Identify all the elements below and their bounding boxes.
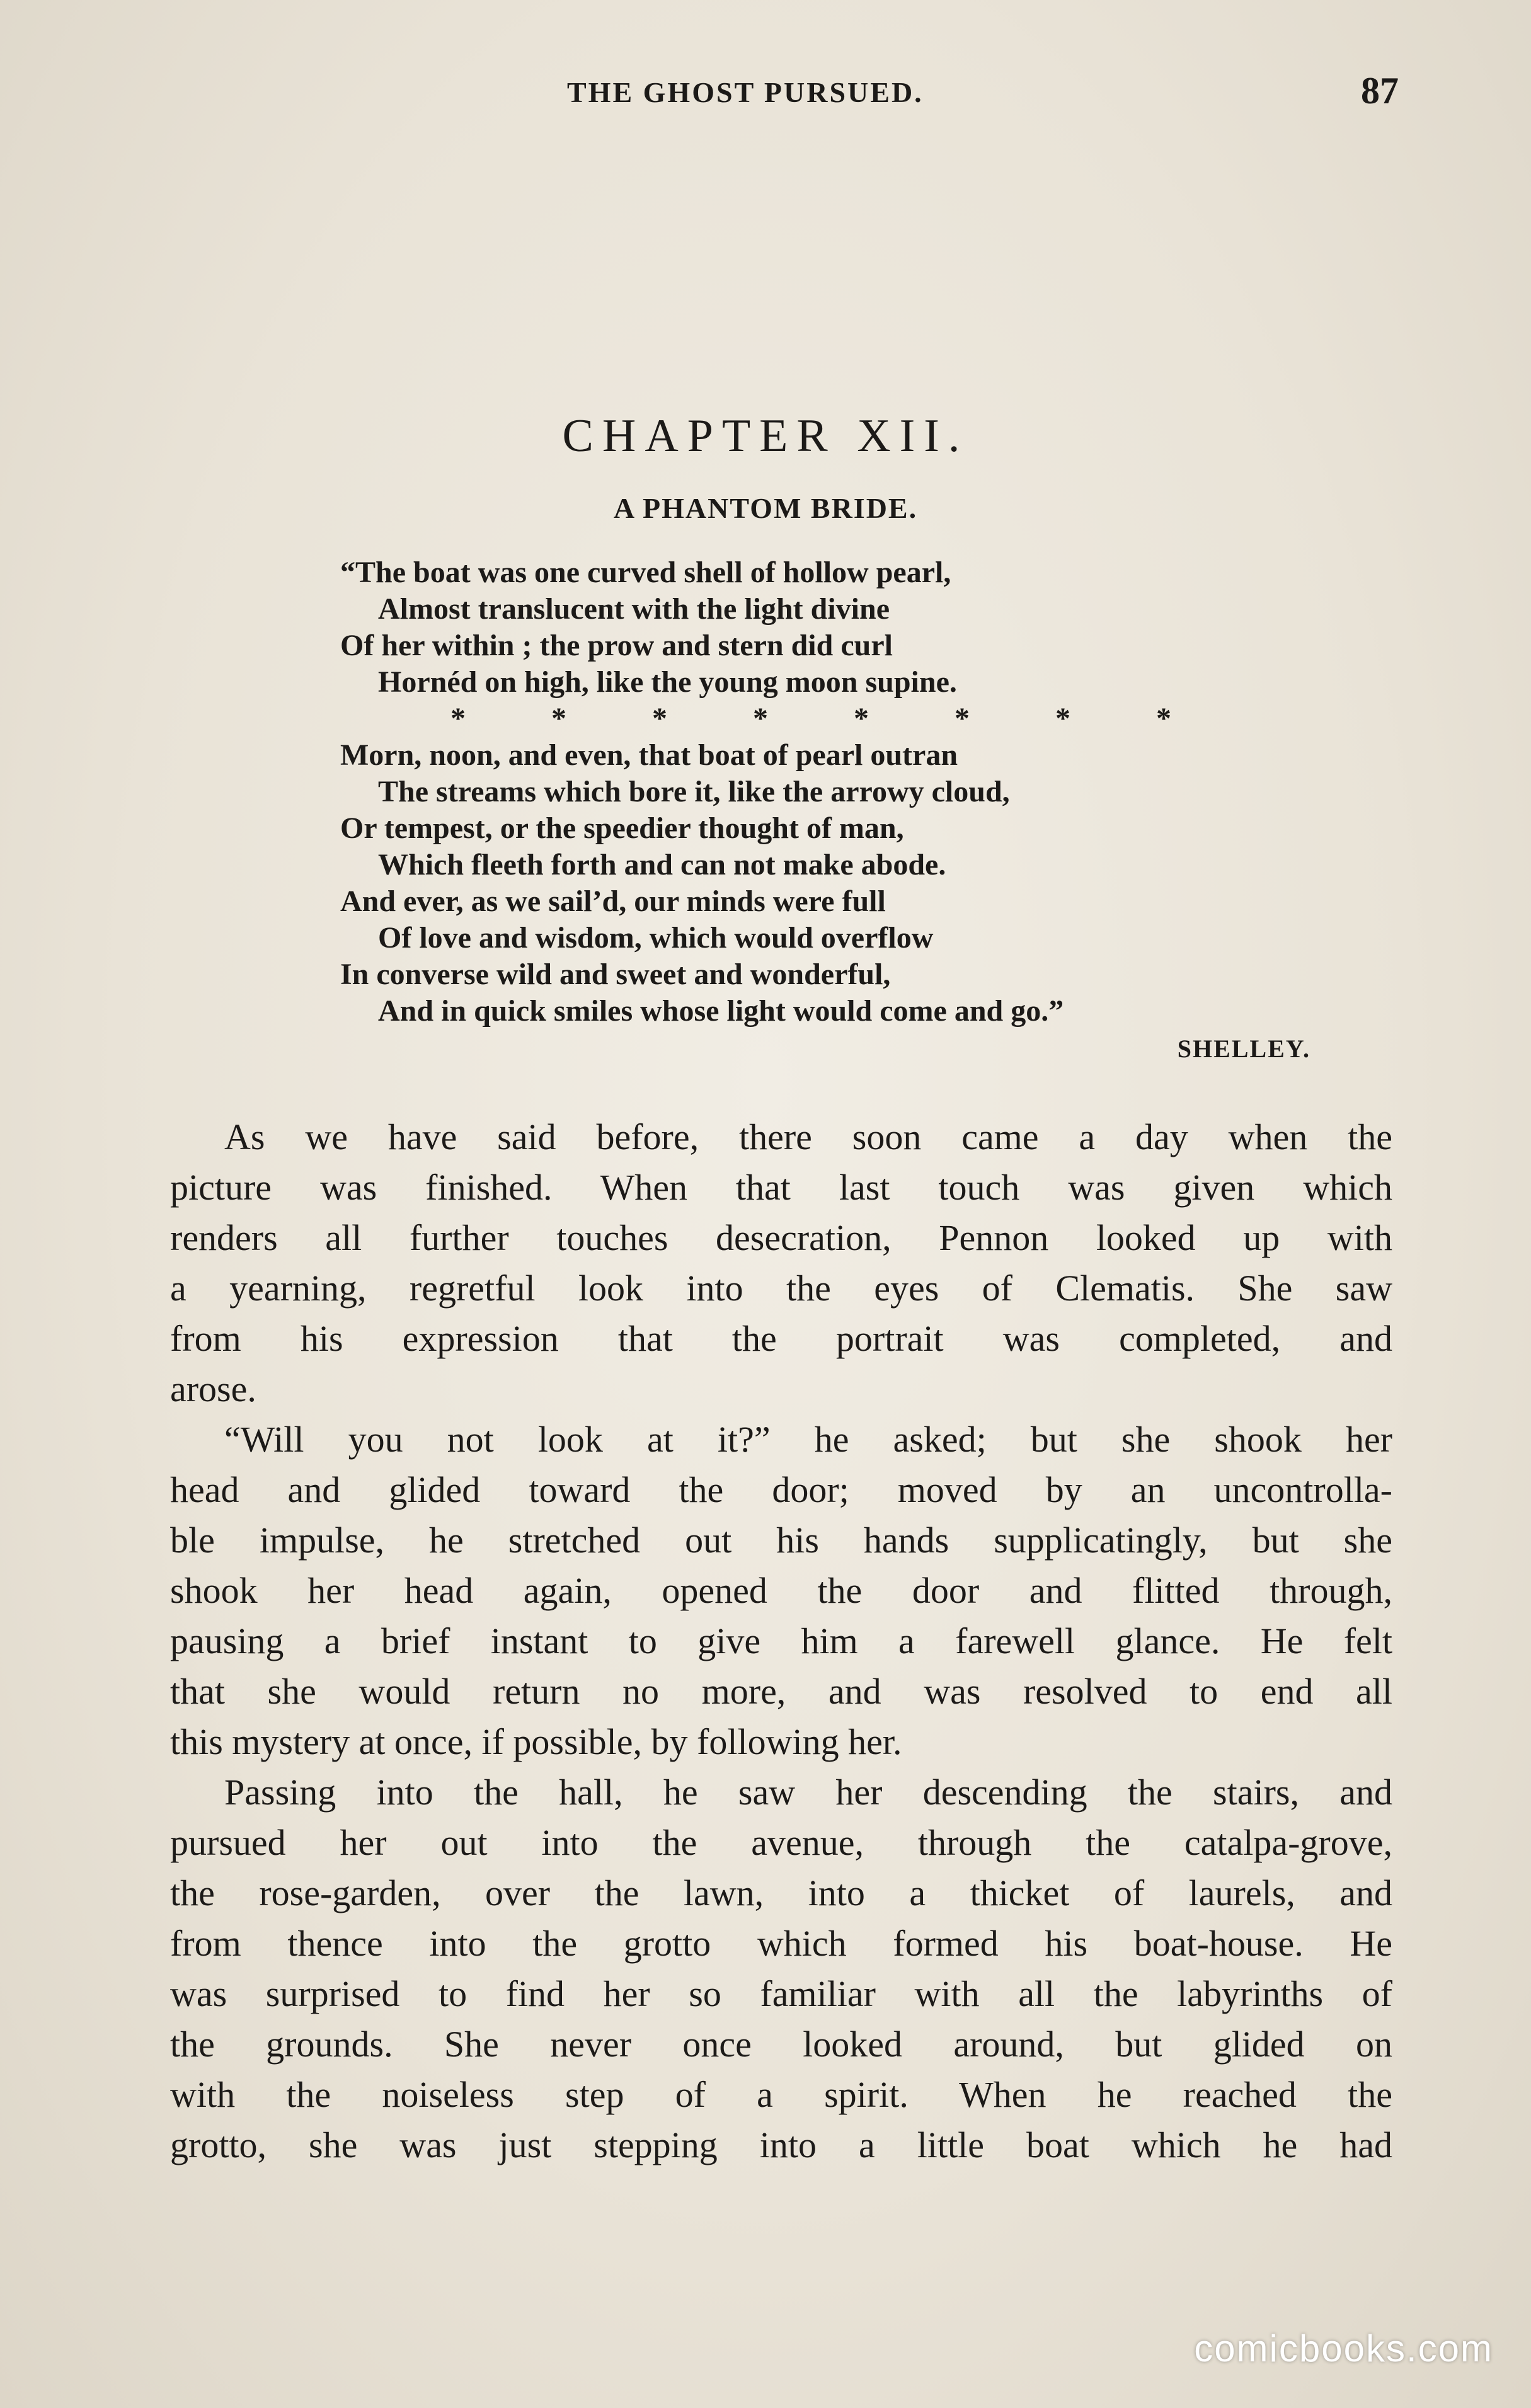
text-line: a yearning, regretful look into the eyes of Clematis. She saw xyxy=(170,1268,1392,1309)
text-line: with the noiseless step of a spirit. When he reached the xyxy=(170,2074,1392,2115)
text-line: picture was finished. When that last touch was given which xyxy=(170,1167,1392,1208)
epigraph-line: Of her within ; the prow and stern did curl xyxy=(340,629,893,662)
chapter-subtitle: A PHANTOM BRIDE. xyxy=(613,492,918,524)
epigraph xyxy=(340,554,1310,1067)
text-line: the grounds. She never once looked around, but glided on xyxy=(170,2024,1392,2065)
text-line: head and glided toward the door; moved by an uncontrolla- xyxy=(170,1469,1392,1510)
text-line: “Will you not look at it?” he asked; but she shook her xyxy=(224,1419,1392,1460)
epigraph-line: Almost translucent with the light divine xyxy=(378,592,890,626)
chapter-title: CHAPTER XII. xyxy=(562,410,969,462)
text-line: pursued her out into the avenue, through the catalpa-grove, xyxy=(170,1822,1392,1863)
text-line: that she would return no more, and was resolved to end all xyxy=(170,1671,1392,1712)
text-line: grotto, she was just stepping into a little boat which he had xyxy=(170,2124,1392,2165)
text-line: from thence into the grotto which formed his boat-house. He xyxy=(170,1923,1392,1964)
text-line: from his expression that the portrait was completed, and xyxy=(170,1318,1392,1359)
text-line: was surprised to find her so familiar with all the labyrinths of xyxy=(170,1973,1392,2014)
text-line: ble impulse, he stretched out his hands supplicatingly, but she xyxy=(170,1520,1392,1561)
epigraph-line: Which fleeth forth and can not make abode. xyxy=(378,848,946,881)
page-header xyxy=(170,69,1399,120)
epigraph-line: And ever, as we sail’d, our minds were full xyxy=(340,885,886,918)
page-number: 87 xyxy=(1361,70,1399,112)
epigraph-line: Of love and wisdom, which would overflow xyxy=(378,921,934,955)
epigraph-ellipsis-stars: * * * * * * * * xyxy=(450,702,1210,735)
epigraph-line: Or tempest, or the speedier thought of man, xyxy=(340,811,904,845)
text-line: Passing into the hall, he saw her descending the stairs, and xyxy=(224,1772,1392,1813)
site-watermark: comicbooks.com xyxy=(1194,2327,1493,2370)
body-text xyxy=(170,1112,1392,2170)
epigraph-line: Hornéd on high, like the young moon supine. xyxy=(378,665,957,699)
text-line: pausing a brief instant to give him a farewell glance. He felt xyxy=(170,1620,1392,1661)
text-line: the rose-garden, over the lawn, into a thicket of laurels, and xyxy=(170,1872,1392,1913)
text-line: renders all further touches desecration, Pennon looked up with xyxy=(170,1217,1392,1258)
text-line: arose. xyxy=(170,1368,256,1409)
text-line: this mystery at once, if possible, by following her. xyxy=(170,1721,902,1762)
epigraph-line: The streams which bore it, like the arrowy cloud, xyxy=(378,775,1010,808)
epigraph-line: And in quick smiles whose light would come and go.” xyxy=(378,994,1064,1028)
epigraph-line: In converse wild and sweet and wonderful, xyxy=(340,958,891,991)
running-title: THE GHOST PURSUED. xyxy=(567,76,924,108)
epigraph-line: Morn, noon, and even, that boat of pearl outran xyxy=(340,738,958,772)
epigraph-attribution: SHELLEY. xyxy=(1177,1035,1310,1063)
epigraph-line: “The boat was one curved shell of hollow pearl, xyxy=(340,556,951,589)
text-line: As we have said before, there soon came a day when the xyxy=(224,1116,1392,1157)
text-line: shook her head again, opened the door and flitted through, xyxy=(170,1570,1392,1611)
